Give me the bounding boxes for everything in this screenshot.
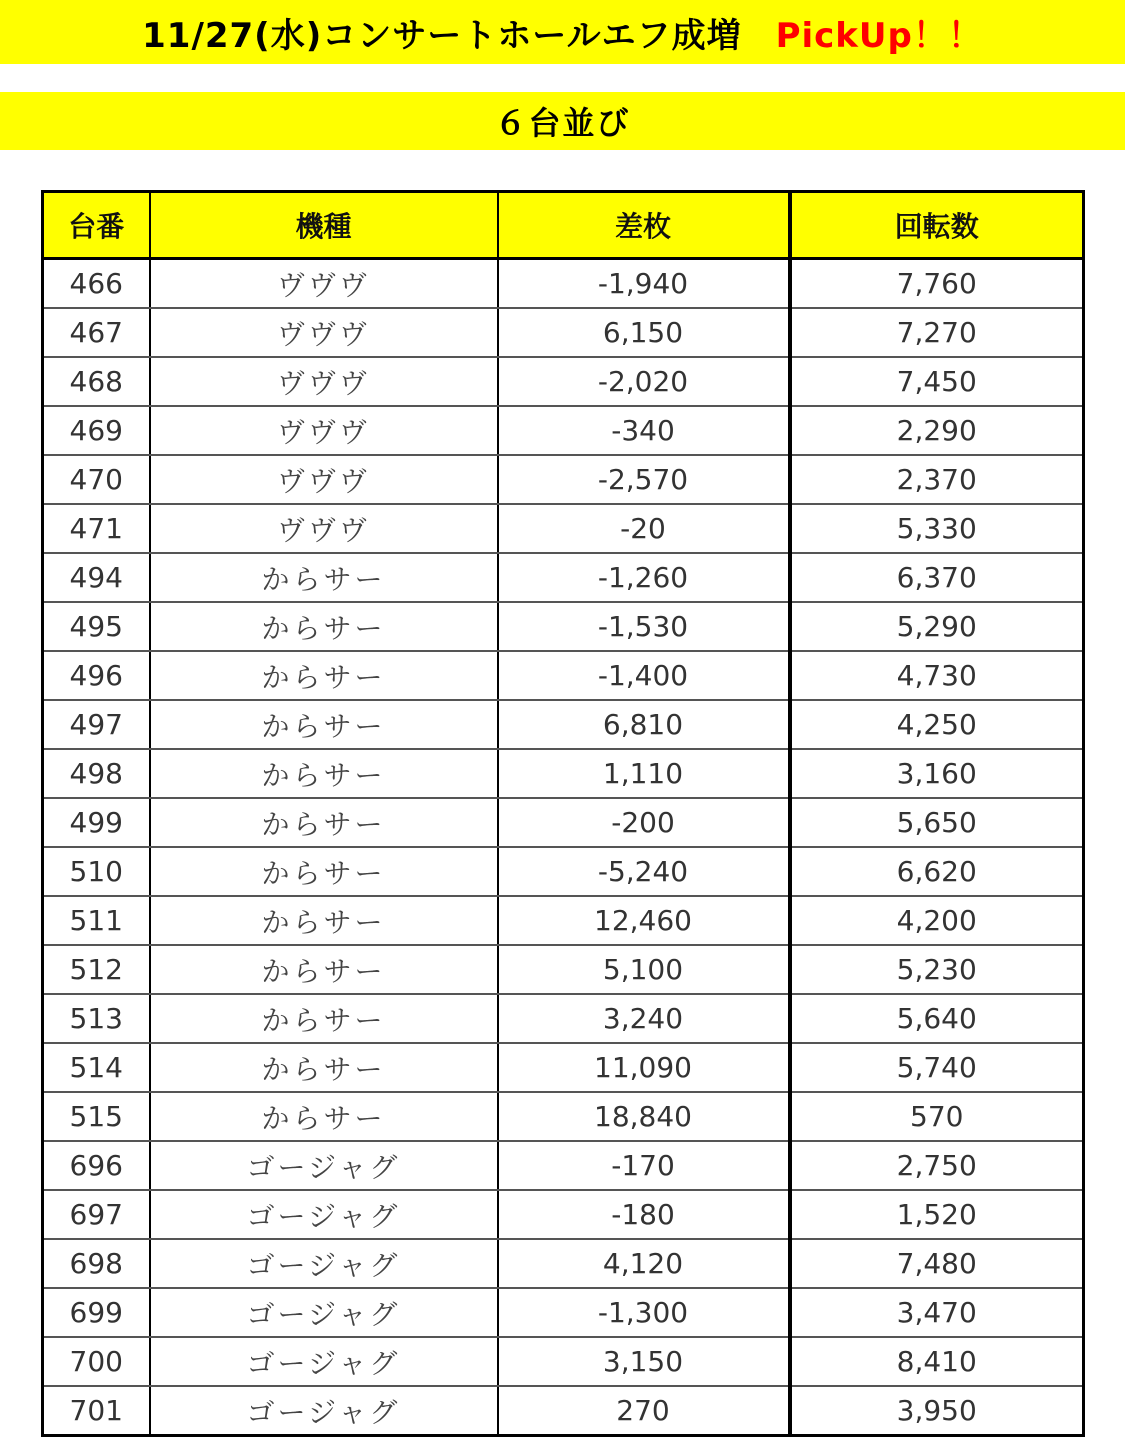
spin-count-cell: 5,640 bbox=[790, 994, 1084, 1043]
machine-number-cell: 701 bbox=[43, 1386, 150, 1436]
machine-type-cell: ヴヴヴ bbox=[150, 357, 498, 406]
column-header-spin-count: 回転数 bbox=[790, 192, 1084, 259]
subtitle-banner bbox=[0, 92, 1125, 150]
machine-type-cell: からサー bbox=[150, 651, 498, 700]
machine-type-cell: ヴヴヴ bbox=[150, 406, 498, 455]
coin-difference-cell: 270 bbox=[498, 1386, 790, 1436]
table-row bbox=[43, 308, 1084, 357]
spin-count-cell: 7,760 bbox=[790, 259, 1084, 309]
machine-number-cell: 511 bbox=[43, 896, 150, 945]
table-row bbox=[43, 1043, 1084, 1092]
machine-number-cell: 497 bbox=[43, 700, 150, 749]
page-subtitle: ６台並び bbox=[494, 104, 631, 142]
machine-type-cell: ゴージャグ bbox=[150, 1141, 498, 1190]
spin-count-cell: 5,650 bbox=[790, 798, 1084, 847]
machine-type-cell: からサー bbox=[150, 896, 498, 945]
machine-type-cell: ゴージャグ bbox=[150, 1239, 498, 1288]
coin-difference-cell: -200 bbox=[498, 798, 790, 847]
table-row bbox=[43, 896, 1084, 945]
machine-number-cell: 698 bbox=[43, 1239, 150, 1288]
coin-difference-cell: -1,260 bbox=[498, 553, 790, 602]
machine-type-cell: からサー bbox=[150, 1043, 498, 1092]
machine-type-cell: ゴージャグ bbox=[150, 1386, 498, 1436]
table-row bbox=[43, 847, 1084, 896]
title-banner bbox=[0, 0, 1125, 64]
table-row bbox=[43, 1239, 1084, 1288]
machine-number-cell: 515 bbox=[43, 1092, 150, 1141]
coin-difference-cell: -20 bbox=[498, 504, 790, 553]
column-header-machine-number: 台番 bbox=[43, 192, 150, 259]
spin-count-cell: 7,480 bbox=[790, 1239, 1084, 1288]
machine-type-cell: ゴージャグ bbox=[150, 1190, 498, 1239]
spin-count-cell: 6,370 bbox=[790, 553, 1084, 602]
spin-count-cell: 2,750 bbox=[790, 1141, 1084, 1190]
machine-number-cell: 499 bbox=[43, 798, 150, 847]
table-row bbox=[43, 602, 1084, 651]
coin-difference-cell: -1,300 bbox=[498, 1288, 790, 1337]
machine-number-cell: 496 bbox=[43, 651, 150, 700]
coin-difference-cell: -340 bbox=[498, 406, 790, 455]
machine-type-cell: からサー bbox=[150, 798, 498, 847]
machine-type-cell: からサー bbox=[150, 602, 498, 651]
spin-count-cell: 5,290 bbox=[790, 602, 1084, 651]
spin-count-cell: 3,470 bbox=[790, 1288, 1084, 1337]
coin-difference-cell: 6,150 bbox=[498, 308, 790, 357]
coin-difference-cell: -170 bbox=[498, 1141, 790, 1190]
machine-number-cell: 470 bbox=[43, 455, 150, 504]
spin-count-cell: 7,450 bbox=[790, 357, 1084, 406]
spin-count-cell: 6,620 bbox=[790, 847, 1084, 896]
machine-type-cell: からサー bbox=[150, 749, 498, 798]
coin-difference-cell: 1,110 bbox=[498, 749, 790, 798]
machine-number-cell: 494 bbox=[43, 553, 150, 602]
machine-type-cell: からサー bbox=[150, 553, 498, 602]
table-row bbox=[43, 749, 1084, 798]
results-table bbox=[41, 190, 1085, 1437]
machine-type-cell: からサー bbox=[150, 994, 498, 1043]
spin-count-cell: 2,370 bbox=[790, 455, 1084, 504]
machine-type-cell: からサー bbox=[150, 700, 498, 749]
table-header-row bbox=[43, 192, 1084, 259]
coin-difference-cell: 5,100 bbox=[498, 945, 790, 994]
coin-difference-cell: 6,810 bbox=[498, 700, 790, 749]
coin-difference-cell: 4,120 bbox=[498, 1239, 790, 1288]
spin-count-cell: 8,410 bbox=[790, 1337, 1084, 1386]
spin-count-cell: 4,730 bbox=[790, 651, 1084, 700]
table-row bbox=[43, 1337, 1084, 1386]
table-row bbox=[43, 1288, 1084, 1337]
machine-number-cell: 699 bbox=[43, 1288, 150, 1337]
table-row bbox=[43, 504, 1084, 553]
spin-count-cell: 7,270 bbox=[790, 308, 1084, 357]
table-row bbox=[43, 1190, 1084, 1239]
coin-difference-cell: 3,150 bbox=[498, 1337, 790, 1386]
coin-difference-cell: -2,570 bbox=[498, 455, 790, 504]
coin-difference-cell: -1,940 bbox=[498, 259, 790, 309]
spin-count-cell: 5,230 bbox=[790, 945, 1084, 994]
pickup-label: PickUp！！ bbox=[775, 15, 983, 56]
table-row bbox=[43, 1141, 1084, 1190]
machine-type-cell: からサー bbox=[150, 1092, 498, 1141]
coin-difference-cell: -1,530 bbox=[498, 602, 790, 651]
coin-difference-cell: 12,460 bbox=[498, 896, 790, 945]
coin-difference-cell: 3,240 bbox=[498, 994, 790, 1043]
column-header-machine-type: 機種 bbox=[150, 192, 498, 259]
spin-count-cell: 5,740 bbox=[790, 1043, 1084, 1092]
table-row bbox=[43, 700, 1084, 749]
coin-difference-cell: -1,400 bbox=[498, 651, 790, 700]
spin-count-cell: 2,290 bbox=[790, 406, 1084, 455]
machine-type-cell: ゴージャグ bbox=[150, 1288, 498, 1337]
table-row bbox=[43, 798, 1084, 847]
column-header-coin-difference: 差枚 bbox=[498, 192, 790, 259]
machine-number-cell: 700 bbox=[43, 1337, 150, 1386]
machine-number-cell: 512 bbox=[43, 945, 150, 994]
spin-count-cell: 570 bbox=[790, 1092, 1084, 1141]
coin-difference-cell: 18,840 bbox=[498, 1092, 790, 1141]
machine-type-cell: ヴヴヴ bbox=[150, 504, 498, 553]
spin-count-cell: 3,160 bbox=[790, 749, 1084, 798]
machine-type-cell: ヴヴヴ bbox=[150, 259, 498, 309]
machine-type-cell: からサー bbox=[150, 945, 498, 994]
machine-type-cell: ゴージャグ bbox=[150, 1337, 498, 1386]
machine-number-cell: 697 bbox=[43, 1190, 150, 1239]
spin-count-cell: 4,250 bbox=[790, 700, 1084, 749]
table-row bbox=[43, 406, 1084, 455]
table-row bbox=[43, 357, 1084, 406]
machine-number-cell: 513 bbox=[43, 994, 150, 1043]
machine-number-cell: 466 bbox=[43, 259, 150, 309]
machine-number-cell: 469 bbox=[43, 406, 150, 455]
coin-difference-cell: -5,240 bbox=[498, 847, 790, 896]
table-row bbox=[43, 651, 1084, 700]
spin-count-cell: 4,200 bbox=[790, 896, 1084, 945]
spin-count-cell: 3,950 bbox=[790, 1386, 1084, 1436]
machine-type-cell: ヴヴヴ bbox=[150, 455, 498, 504]
machine-number-cell: 471 bbox=[43, 504, 150, 553]
spin-count-cell: 5,330 bbox=[790, 504, 1084, 553]
machine-number-cell: 696 bbox=[43, 1141, 150, 1190]
page-title: 11/27(水)コンサートホールエフ成増 bbox=[142, 15, 742, 56]
coin-difference-cell: -2,020 bbox=[498, 357, 790, 406]
table-row bbox=[43, 259, 1084, 309]
machine-number-cell: 468 bbox=[43, 357, 150, 406]
machine-number-cell: 514 bbox=[43, 1043, 150, 1092]
table-row bbox=[43, 1386, 1084, 1436]
machine-type-cell: からサー bbox=[150, 847, 498, 896]
machine-number-cell: 467 bbox=[43, 308, 150, 357]
table-row bbox=[43, 945, 1084, 994]
table-row bbox=[43, 553, 1084, 602]
table-body bbox=[43, 259, 1084, 1436]
machine-type-cell: ヴヴヴ bbox=[150, 308, 498, 357]
coin-difference-cell: 11,090 bbox=[498, 1043, 790, 1092]
table-row bbox=[43, 1092, 1084, 1141]
machine-number-cell: 498 bbox=[43, 749, 150, 798]
table-row bbox=[43, 455, 1084, 504]
coin-difference-cell: -180 bbox=[498, 1190, 790, 1239]
table-row bbox=[43, 994, 1084, 1043]
machine-number-cell: 510 bbox=[43, 847, 150, 896]
machine-number-cell: 495 bbox=[43, 602, 150, 651]
spin-count-cell: 1,520 bbox=[790, 1190, 1084, 1239]
